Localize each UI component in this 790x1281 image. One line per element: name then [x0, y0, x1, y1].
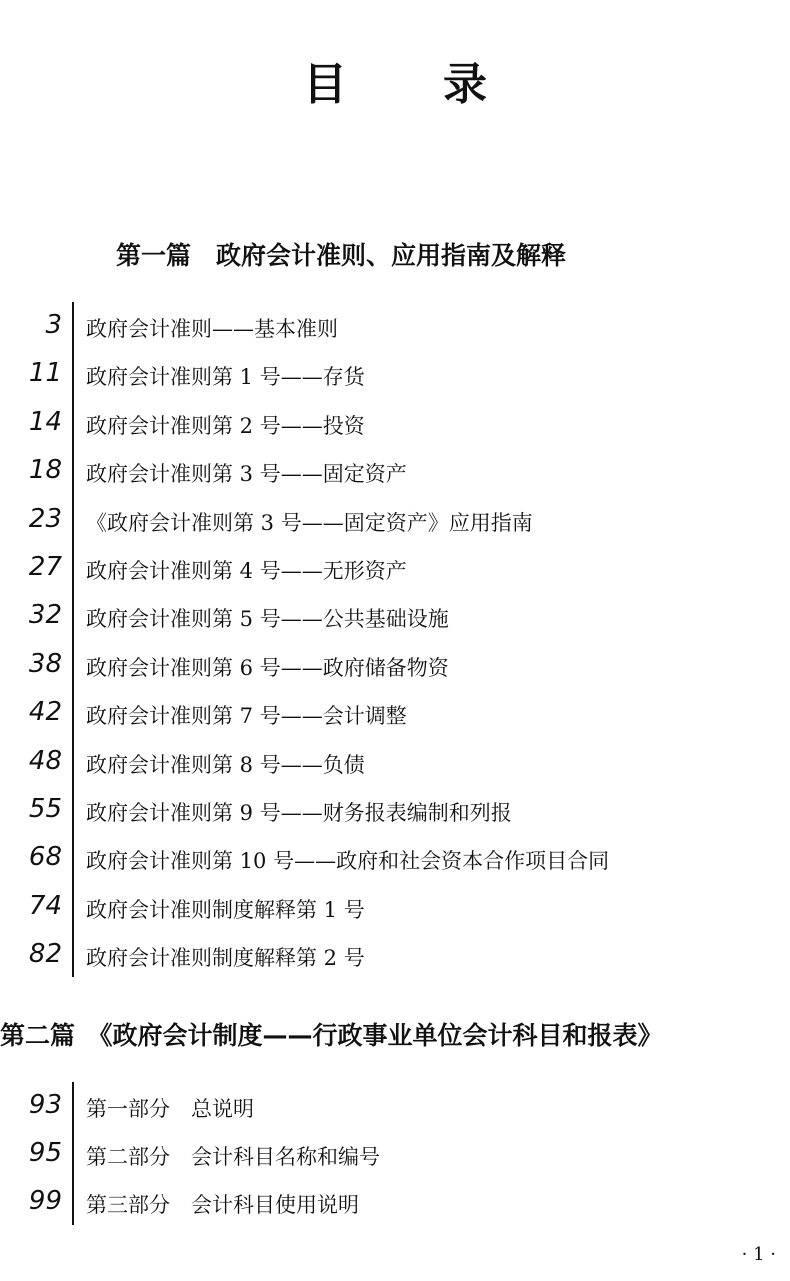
part1-heading: 第一篇 政府会计准则、应用指南及解释	[116, 241, 567, 270]
toc-entry[interactable]	[0, 931, 790, 979]
toc-entry-title: 政府会计准则第 9 号——财务报表编制和列报	[86, 800, 512, 825]
toc-page-number: 23	[28, 503, 62, 534]
toc-entry[interactable]	[0, 399, 790, 447]
toc-entry-title: 第一部分 总说明	[86, 1097, 254, 1121]
toc-page-number: 32	[28, 600, 62, 631]
toc-page-number: 38	[28, 648, 62, 679]
toc-entry[interactable]	[0, 1082, 790, 1130]
title-char-2: 录	[443, 59, 487, 110]
toc-page-number: 82	[28, 939, 62, 970]
toc-entry-title: 第三部分 会计科目使用说明	[86, 1193, 359, 1217]
toc-entry-title: 政府会计准则第 6 号——政府储备物资	[86, 655, 449, 680]
toc-page-number: 68	[28, 842, 62, 873]
toc-page-number: 95	[28, 1138, 62, 1168]
toc-page-number: 3	[45, 310, 62, 340]
toc-part2	[0, 1082, 790, 1226]
toc-entry[interactable]	[0, 834, 790, 882]
toc-page-number: 55	[28, 793, 62, 824]
toc-entry[interactable]	[0, 592, 790, 640]
toc-entry[interactable]	[0, 496, 790, 544]
toc-entry-title: 政府会计准则制度解释第 1 号	[86, 897, 365, 922]
toc-page-number: 42	[28, 697, 62, 728]
toc-entry-title: 政府会计准则第 8 号——负债	[86, 752, 365, 777]
toc-entry[interactable]	[0, 641, 790, 689]
page-title	[0, 48, 790, 112]
toc-entry[interactable]	[0, 689, 790, 737]
toc-entry-title: 政府会计准则第 1 号——存货	[86, 365, 365, 390]
toc-entry-title: 政府会计准则第 7 号——会计调整	[86, 704, 407, 729]
toc-entry[interactable]	[0, 302, 790, 350]
toc-entry[interactable]	[0, 738, 790, 786]
toc-entry-title: 政府会计准则第 10 号——政府和社会资本合作项目合同	[86, 849, 610, 874]
toc-page-number: 48	[28, 745, 62, 776]
toc-entry-title: 政府会计准则第 4 号——无形资产	[86, 558, 407, 583]
toc-entry-title: 《政府会计准则第 3 号——固定资产》应用指南	[86, 510, 533, 535]
toc-part1	[0, 302, 790, 979]
title-char-1: 目	[303, 59, 347, 110]
toc-page-number: 18	[28, 455, 62, 486]
toc-page-number: 11	[28, 358, 62, 389]
part2-heading: 第二篇 《政府会计制度——行政事业单位会计科目和报表》	[0, 1021, 663, 1050]
toc-entry[interactable]	[0, 350, 790, 398]
toc-entry[interactable]	[0, 447, 790, 495]
toc-entry-title: 政府会计准则制度解释第 2 号	[86, 946, 365, 971]
toc-entry-title: 政府会计准则第 5 号——公共基础设施	[86, 607, 449, 632]
toc-entry-title: 政府会计准则——基本准则	[86, 317, 338, 341]
toc-page-number: 93	[28, 1090, 62, 1120]
toc-entry[interactable]	[0, 1178, 790, 1226]
toc-page-number: 27	[28, 551, 62, 582]
toc-entry-title: 政府会计准则第 3 号——固定资产	[86, 462, 407, 487]
toc-entry[interactable]	[0, 544, 790, 592]
toc-entry[interactable]	[0, 786, 790, 834]
toc-entry[interactable]	[0, 883, 790, 931]
toc-page-number: 74	[28, 890, 62, 921]
toc-entry[interactable]	[0, 1130, 790, 1178]
toc-entry-title: 第二部分 会计科目名称和编号	[86, 1145, 380, 1169]
toc-page-number: 14	[28, 406, 62, 437]
page-number: · 1 ·	[741, 1244, 776, 1265]
toc-entry-title: 政府会计准则第 2 号——投资	[86, 413, 365, 438]
toc-page-number: 99	[28, 1186, 62, 1216]
